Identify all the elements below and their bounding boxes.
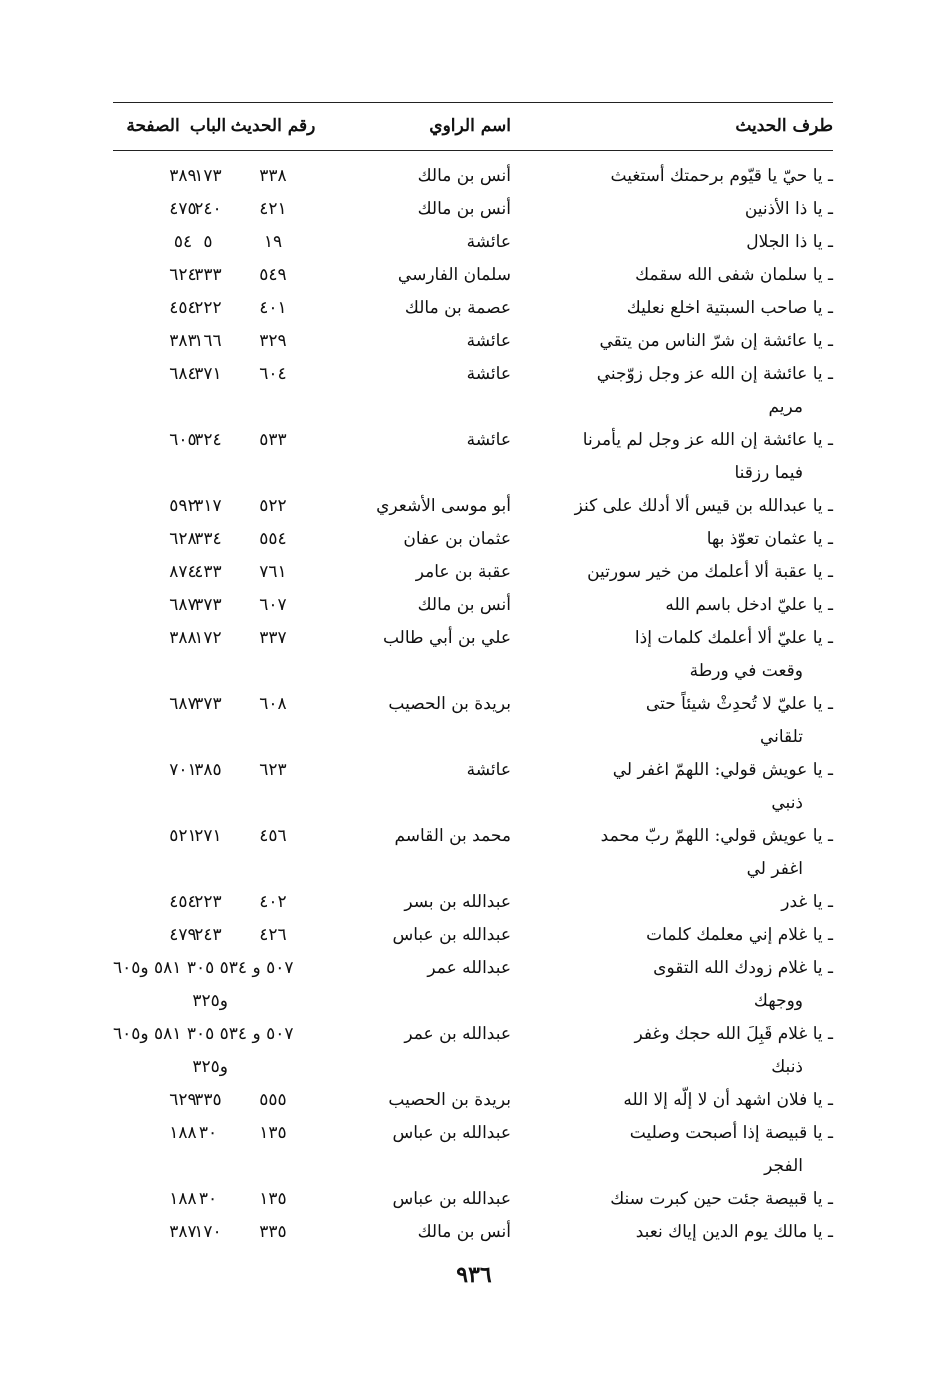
chapter-number: ٣٠ [198,1123,218,1143]
page-reference [113,193,213,226]
table-row [113,952,833,1018]
page-reference [113,1084,213,1117]
hadith-tarf [533,754,833,820]
table-row [113,193,833,226]
table-row [113,1216,833,1249]
narrator-name: بريدة بن الحصيب [388,694,511,714]
hadith-tarf-line1: ـ يا قبيصة إذا أصبحت وصليت [629,1123,833,1143]
table-row [113,1183,833,1216]
page-reference-line2: و٣٢٥ [192,991,228,1011]
chapter-number: ٢٢٣ [194,892,222,912]
table-row [113,919,833,952]
hadith-number: ٥٤٩ [259,265,287,285]
chapter-number: ٣٢٤ [194,430,222,450]
table-row [113,226,833,259]
page-reference-line1: ٥٢١ [169,826,197,846]
hadith-tarf [533,325,833,358]
header-page: الصفحة [126,116,180,136]
page-reference [113,886,213,919]
table-row [113,424,833,490]
page-reference-line1: ٥٩٢ [169,496,197,516]
hadith-tarf-line1: ـ يا عويش قولي: اللهمّ اغفر لي [612,760,833,780]
header-raqm: رقم الحديث [230,116,316,136]
page-reference-line1: ٣٨٩ [169,166,197,186]
hadith-tarf-line1: ـ يا مالك يوم الدين إياك نعبد [635,1222,833,1242]
hadith-number: ٥٢٢ [259,496,287,516]
hadith-tarf [533,556,833,589]
hadith-tarf-line1: ـ يا ذا الجلال [746,232,833,252]
hadith-tarf-line2: مريم [768,397,803,417]
chapter-number: ٤٣٣ [194,562,222,582]
hadith-tarf [533,259,833,292]
hadith-tarf-line2: ذنبك [771,1057,803,1077]
hadith-number: ٣٣٥ [259,1222,287,1242]
chapter-number: ١٦٦ [194,331,222,351]
hadith-number: ٤٠١ [259,298,287,318]
hadith-number: ٤٥٦ [259,826,287,846]
chapter-number: ٣٣٤ [194,529,222,549]
hadith-number: ٣٢٩ [259,331,287,351]
chapter-number: ٢٤٠ [194,199,222,219]
page-reference [113,556,213,589]
hadith-tarf [533,1216,833,1249]
hadith-tarf-line2: ذنبي [771,793,803,813]
page-reference [113,424,213,457]
table-row [113,358,833,424]
hadith-number: ٥٥٤ [259,529,287,549]
hadith-number: ٣٣٧ [259,628,287,648]
hadith-tarf-line1: ـ يا عقبة ألا أعلمك من خير سورتين [587,562,833,582]
table-row [113,622,833,688]
hadith-tarf-line1: ـ يا غلام زودك الله التقوى [653,958,833,978]
page-reference [113,952,373,1018]
narrator-name: عبدالله بن عباس [392,1123,511,1143]
page-reference [113,523,213,556]
page-reference-line1: ٨٧٤ [169,562,197,582]
table-row [113,490,833,523]
chapter-number: ٢٢٢ [194,298,222,318]
hadith-tarf [533,688,833,754]
table-row [113,1018,833,1084]
hadith-tarf-line2: وقعت في ورطة [689,661,803,681]
hadith-number: ٦٢٣ [259,760,287,780]
hadith-tarf [533,622,833,688]
narrator-name: عبدالله بن عباس [392,1189,511,1209]
table-row [113,292,833,325]
narrator-name: سلمان الفارسي [397,265,511,285]
hadith-tarf-line2: الفجر [764,1156,803,1176]
hadith-tarf-line1: ـ يا عليّ ادخل باسم الله [665,595,833,615]
narrator-name: بريدة بن الحصيب [388,1090,511,1110]
page-reference-line1: ٤٥٤ [169,298,197,318]
page-reference-line1: ٤٥٤ [169,892,197,912]
chapter-number: ٣٠ [198,1189,218,1209]
chapter-number: ١٧٢ [194,628,222,648]
chapter-number: ٣١٧ [194,496,222,516]
hadith-number: ٦٠٤ [259,364,287,384]
page-reference [113,688,213,721]
hadith-tarf [533,919,833,952]
hadith-tarf [533,952,833,1018]
chapter-number: ٥ [203,232,213,252]
page-reference-line1: ١٨٨ [169,1189,197,1209]
chapter-number: ٣٧١ [194,364,222,384]
hadith-number: ٣٣٨ [259,166,287,186]
narrator-name: عبدالله بن عمر [404,1024,511,1044]
page-reference-line1: ٤٧٩ [169,925,197,945]
narrator-name: عائشة [466,760,511,780]
hadith-tarf-line1: ـ يا غلام قَبِلَ الله حجك وغفر [634,1024,833,1044]
table-row [113,754,833,820]
narrator-name: عبدالله بن عباس [392,925,511,945]
hadith-tarf-line2: اغفر لي [746,859,803,879]
hadith-tarf [533,424,833,490]
hadith-number: ٦٠٧ [259,595,287,615]
hadith-tarf-line1: ـ يا غلام إني معلمك كلمات [646,925,833,945]
hadith-number: ٦٠٨ [259,694,287,714]
hadith-tarf [533,226,833,259]
page-reference [113,358,213,391]
chapter-number: ٣٧٣ [194,694,222,714]
narrator-name: أنس بن مالك [417,595,511,615]
hadith-tarf [533,589,833,622]
page-reference [113,1117,213,1150]
table-row [113,886,833,919]
hadith-tarf-line1: ـ يا عائشة إن شرّ الناس من يتقي [599,331,833,351]
hadith-tarf [533,1084,833,1117]
page-reference-line1: ٦٨٧ [169,595,197,615]
page-reference-line1: ٣٨٨ [169,628,197,648]
hadith-tarf-line1: ـ يا عليّ ألا أعلمك كلمات إذا [634,628,833,648]
table-row [113,160,833,193]
header-rawi: اسم الراوي [429,116,511,136]
chapter-number: ٢٤٣ [194,925,222,945]
top-rule [113,102,833,103]
page-reference [113,1018,373,1084]
hadith-number: ١٣٥ [259,1189,287,1209]
hadith-tarf [533,1183,833,1216]
hadith-number: ٤٢١ [259,199,287,219]
page-number: ٩٣٦ [456,1262,492,1288]
hadith-tarf-line1: ـ يا عثمان تعوّذ بها [706,529,833,549]
hadith-tarf [533,886,833,919]
table-row [113,589,833,622]
hadith-tarf [533,292,833,325]
page-reference [113,820,213,853]
page-reference-line1: ٥٠٧ و ٥٣٤ ٣٠٥ ٥٨١ و٦٠٥ [113,958,294,978]
narrator-name: عائشة [466,430,511,450]
narrator-name: محمد بن القاسم [394,826,511,846]
narrator-name: عائشة [466,364,511,384]
page-reference-line1: ٧٠١ [169,760,197,780]
table-row [113,556,833,589]
hadith-tarf-line1: ـ يا عائشة إن الله عز وجل زوّجني [596,364,833,384]
narrator-name: أبو موسى الأشعري [376,496,511,516]
table-row [113,325,833,358]
hadith-tarf-line1: ـ يا عليّ لا تُحدِثْ شيئاً حتى [645,694,833,714]
page-reference [113,160,213,193]
hadith-tarf-line1: ـ يا عائشة إن الله عز وجل لم يأمرنا [582,430,833,450]
page-reference [113,325,213,358]
page-reference-line1: ٦٢٤ [169,265,197,285]
hadith-number: ٤٢٦ [259,925,287,945]
header-bab: الباب [189,116,227,136]
page-reference [113,589,213,622]
chapter-number: ١٧٣ [194,166,222,186]
chapter-number: ٣٣٥ [194,1090,222,1110]
page-reference-line1: ٦٠٥ [169,430,197,450]
page-reference-line1: ٤٧٥ [169,199,197,219]
narrator-name: عائشة [466,232,511,252]
hadith-number: ١٩ [263,232,283,252]
hadith-tarf-line1: ـ يا ذا الأذنين [744,199,833,219]
table-row [113,688,833,754]
page-reference-line1: ٦٢٩ [169,1090,197,1110]
page-reference [113,1183,213,1216]
header-tarf: طرف الحديث [735,116,833,136]
page-reference [113,490,213,523]
hadith-tarf [533,1117,833,1183]
chapter-number: ٣٣٣ [194,265,222,285]
narrator-name: علي بن أبي طالب [382,628,511,648]
narrator-name: عبدالله عمر [427,958,511,978]
hadith-number: ٤٠٢ [259,892,287,912]
narrator-name: عبدالله بن بسر [404,892,511,912]
page-reference-line1: ٥٠٧ و ٥٣٤ ٣٠٥ ٥٨١ و٦٠٥ [113,1024,294,1044]
page-reference-line1: ٦٢٨ [169,529,197,549]
hadith-tarf-line2: تلقاني [759,727,803,747]
hadith-tarf [533,820,833,886]
hadith-number: ٧٦١ [259,562,287,582]
hadith-tarf [533,523,833,556]
table-row [113,523,833,556]
hadith-number: ١٣٥ [259,1123,287,1143]
page-reference [113,292,213,325]
hadith-tarf [533,193,833,226]
hadith-tarf-line1: ـ يا صاحب السبتية اخلع نعليك [626,298,833,318]
hadith-tarf [533,490,833,523]
table-header [113,112,833,146]
chapter-number: ٣٧٣ [194,595,222,615]
table-row [113,1084,833,1117]
page-reference-line2: و٣٢٥ [192,1057,228,1077]
hadith-tarf [533,160,833,193]
hadith-number: ٥٥٥ [259,1090,287,1110]
narrator-name: عصمة بن مالك [404,298,511,318]
hadith-tarf-line1: ـ يا عبدالله بن قيس ألا أدلك على كنز [574,496,833,516]
hadith-number: ٥٣٣ [259,430,287,450]
page-reference-line1: ٣٨٣ [169,331,197,351]
narrator-name: عثمان بن عفان [403,529,511,549]
page-reference-line1: ٣٨٧ [169,1222,197,1242]
page-reference-line1: ١٨٨ [169,1123,197,1143]
chapter-number: ٢٧١ [194,826,222,846]
narrator-name: أنس بن مالك [417,166,511,186]
narrator-name: عائشة [466,331,511,351]
narrator-name: أنس بن مالك [417,1222,511,1242]
narrator-name: عقبة بن عامر [415,562,511,582]
page-reference [113,919,213,952]
hadith-tarf-line1: ـ يا عويش قولي: اللهمّ ربّ محمد [600,826,833,846]
narrator-name: أنس بن مالك [417,199,511,219]
hadith-tarf-line1: ـ يا فلان اشهد أن لا إلّه إلا الله [623,1090,833,1110]
page-reference [113,259,213,292]
chapter-number: ٣٨٥ [194,760,222,780]
page-reference-line1: ٥٤ [173,232,193,252]
table-row [113,259,833,292]
page-reference-line1: ٦٨٤ [169,364,197,384]
chapter-number: ١٧٠ [194,1222,222,1242]
page-reference-line1: ٦٨٧ [169,694,197,714]
hadith-tarf [533,358,833,424]
hadith-tarf-line1: ـ يا سلمان شفى الله سقمك [635,265,833,285]
header-rule [113,150,833,151]
table-row [113,1117,833,1183]
hadith-tarf-line1: ـ يا قبيصة جئت حين كبرت سنك [610,1189,833,1209]
page-reference [113,1216,213,1249]
table-row [113,820,833,886]
hadith-tarf-line1: ـ يا غدر [781,892,833,912]
table-body [113,160,833,1249]
hadith-tarf [533,1018,833,1084]
hadith-tarf-line2: ووجهك [753,991,803,1011]
hadith-tarf-line2: فيما رزقنا [734,463,803,483]
page-reference [113,226,213,259]
page-reference [113,754,213,787]
page-reference [113,622,213,655]
hadith-tarf-line1: ـ يا حيّ يا قيّوم برحمتك أستغيث [610,166,833,186]
